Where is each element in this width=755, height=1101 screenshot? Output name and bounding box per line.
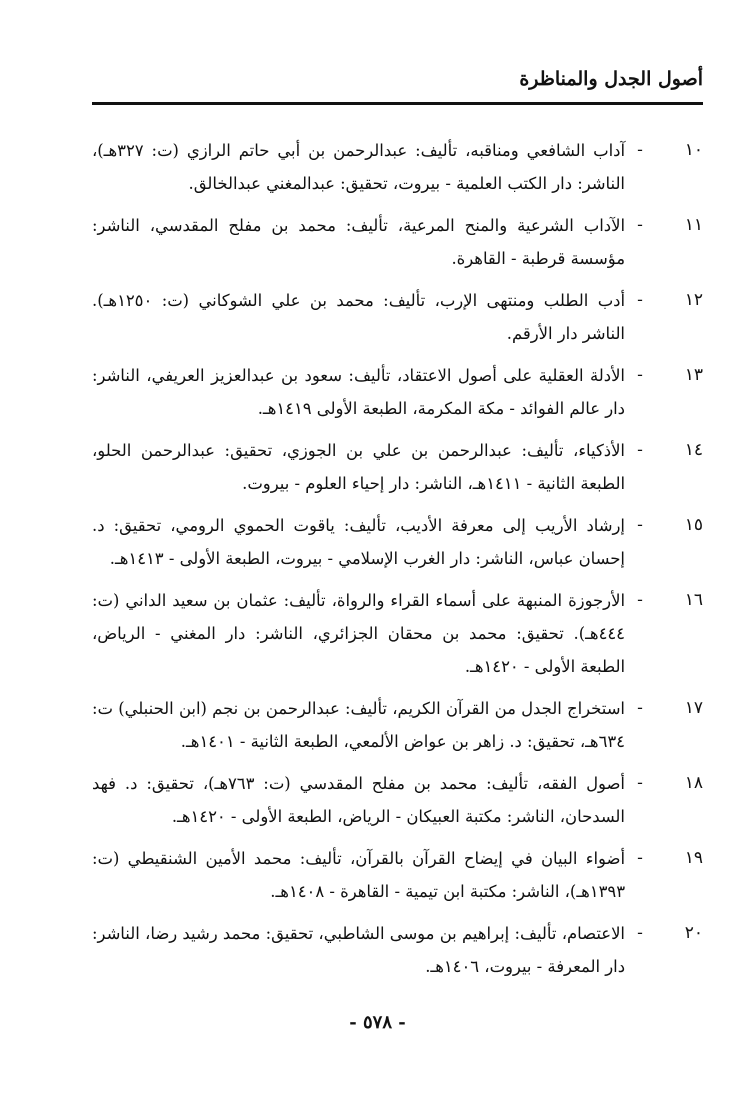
entry-number: ١٦: [684, 590, 703, 610]
bibliography-entry: [92, 842, 703, 908]
entry-number: ١٧: [684, 698, 703, 718]
bibliography-list: [92, 134, 703, 992]
entry-number: ٢٠: [684, 923, 703, 943]
entry-number: ١٨: [684, 773, 703, 793]
entry-text: إرشاد الأريب إلى معرفة الأديب، تأليف: ياقوت الحموي الرومي، تحقيق: د. إحسان عباس، الناشر: دار الغرب الإسلامي - بيروت، الطبعة الأولى - ١٤١٣هـ.: [92, 516, 625, 568]
running-header: [92, 60, 703, 100]
entry-text: الأدلة العقلية على أصول الاعتقاد، تأليف: سعود بن عبدالعزيز العريفي، الناشر: دار عالم الفوائد - مكة المكرمة، الطبعة الأولى ١٤١٩هـ.: [92, 366, 625, 418]
entry-number: ١٠: [684, 140, 703, 160]
bibliography-entry: [92, 509, 703, 575]
bibliography-entry: [92, 284, 703, 350]
entry-text: أضواء البيان في إيضاح القرآن بالقرآن، تأليف: محمد الأمين الشنقيطي (ت: ١٣٩٣هـ)، الناشر: مكتبة ابن تيمية - القاهرة - ١٤٠٨هـ.: [92, 849, 625, 901]
bibliography-entry: [92, 767, 703, 833]
entry-number: ١١: [684, 215, 703, 235]
entry-dash: -: [637, 590, 643, 610]
entry-number: ١٩: [684, 848, 703, 868]
entry-dash: -: [637, 215, 643, 235]
bibliography-entry: [92, 134, 703, 200]
entry-text: الأذكياء، تأليف: عبدالرحمن بن علي بن الجوزي، تحقيق: عبدالرحمن الحلو، الطبعة الثانية - ١٤١١هـ، الناشر: دار إحياء العلوم - بيروت.: [92, 441, 625, 493]
header-rule: [92, 102, 703, 105]
entry-text: استخراج الجدل من القرآن الكريم، تأليف: عبدالرحمن بن نجم (ابن الحنبلي) ت: ٦٣٤هـ، تحقيق: د. زاهر بن عواض الألمعي، الطبعة الثانية - ١٤٠١هـ.: [92, 699, 625, 751]
entry-dash: -: [637, 440, 643, 460]
page-title: أصول الجدل والمناظرة: [519, 68, 703, 90]
bibliography-entry: [92, 434, 703, 500]
bibliography-entry: [92, 692, 703, 758]
bibliography-entry: [92, 209, 703, 275]
entry-text: أدب الطلب ومنتهى الإرب، تأليف: محمد بن علي الشوكاني (ت: ١٢٥٠هـ). الناشر دار الأرقم.: [92, 291, 625, 343]
entry-dash: -: [637, 698, 643, 718]
entry-number: ١٢: [684, 290, 703, 310]
entry-dash: -: [637, 290, 643, 310]
entry-text: أصول الفقه، تأليف: محمد بن مفلح المقدسي (ت: ٧٦٣هـ)، تحقيق: د. فهد السدحان، الناشر: مكتبة العبيكان - الرياض، الطبعة الأولى - ١٤٢٠هـ.: [92, 774, 625, 826]
entry-dash: -: [637, 848, 643, 868]
entry-dash: -: [637, 923, 643, 943]
bibliography-entry: [92, 917, 703, 983]
entry-dash: -: [637, 515, 643, 535]
entry-dash: -: [637, 140, 643, 160]
entry-dash: -: [637, 773, 643, 793]
entry-dash: -: [637, 365, 643, 385]
entry-number: ١٥: [684, 515, 703, 535]
entry-text: الأرجوزة المنبهة على أسماء القراء والرواة، تأليف: عثمان بن سعيد الداني (ت: ٤٤٤هـ). تحقيق: محمد بن محقان الجزائري، الناشر: دار المغني - الرياض، الطبعة الأولى - ١٤٢٠هـ.: [92, 591, 625, 676]
entry-text: آداب الشافعي ومناقبه، تأليف: عبدالرحمن بن أبي حاتم الرازي (ت: ٣٢٧هـ)، الناشر: دار الكتب العلمية - بيروت، تحقيق: عبدالمغني عبدالخالق.: [92, 141, 625, 193]
entry-number: ١٣: [684, 365, 703, 385]
bibliography-entry: [92, 359, 703, 425]
entry-text: الاعتصام، تأليف: إبراهيم بن موسى الشاطبي، تحقيق: محمد رشيد رضا، الناشر: دار المعرفة - بيروت، ١٤٠٦هـ.: [92, 924, 625, 976]
page-number: - ٥٧٨ -: [349, 1012, 406, 1033]
entry-number: ١٤: [684, 440, 703, 460]
bibliography-entry: [92, 584, 703, 683]
entry-text: الآداب الشرعية والمنح المرعية، تأليف: محمد بن مفلح المقدسي، الناشر: مؤسسة قرطبة - القاهرة.: [92, 216, 625, 268]
